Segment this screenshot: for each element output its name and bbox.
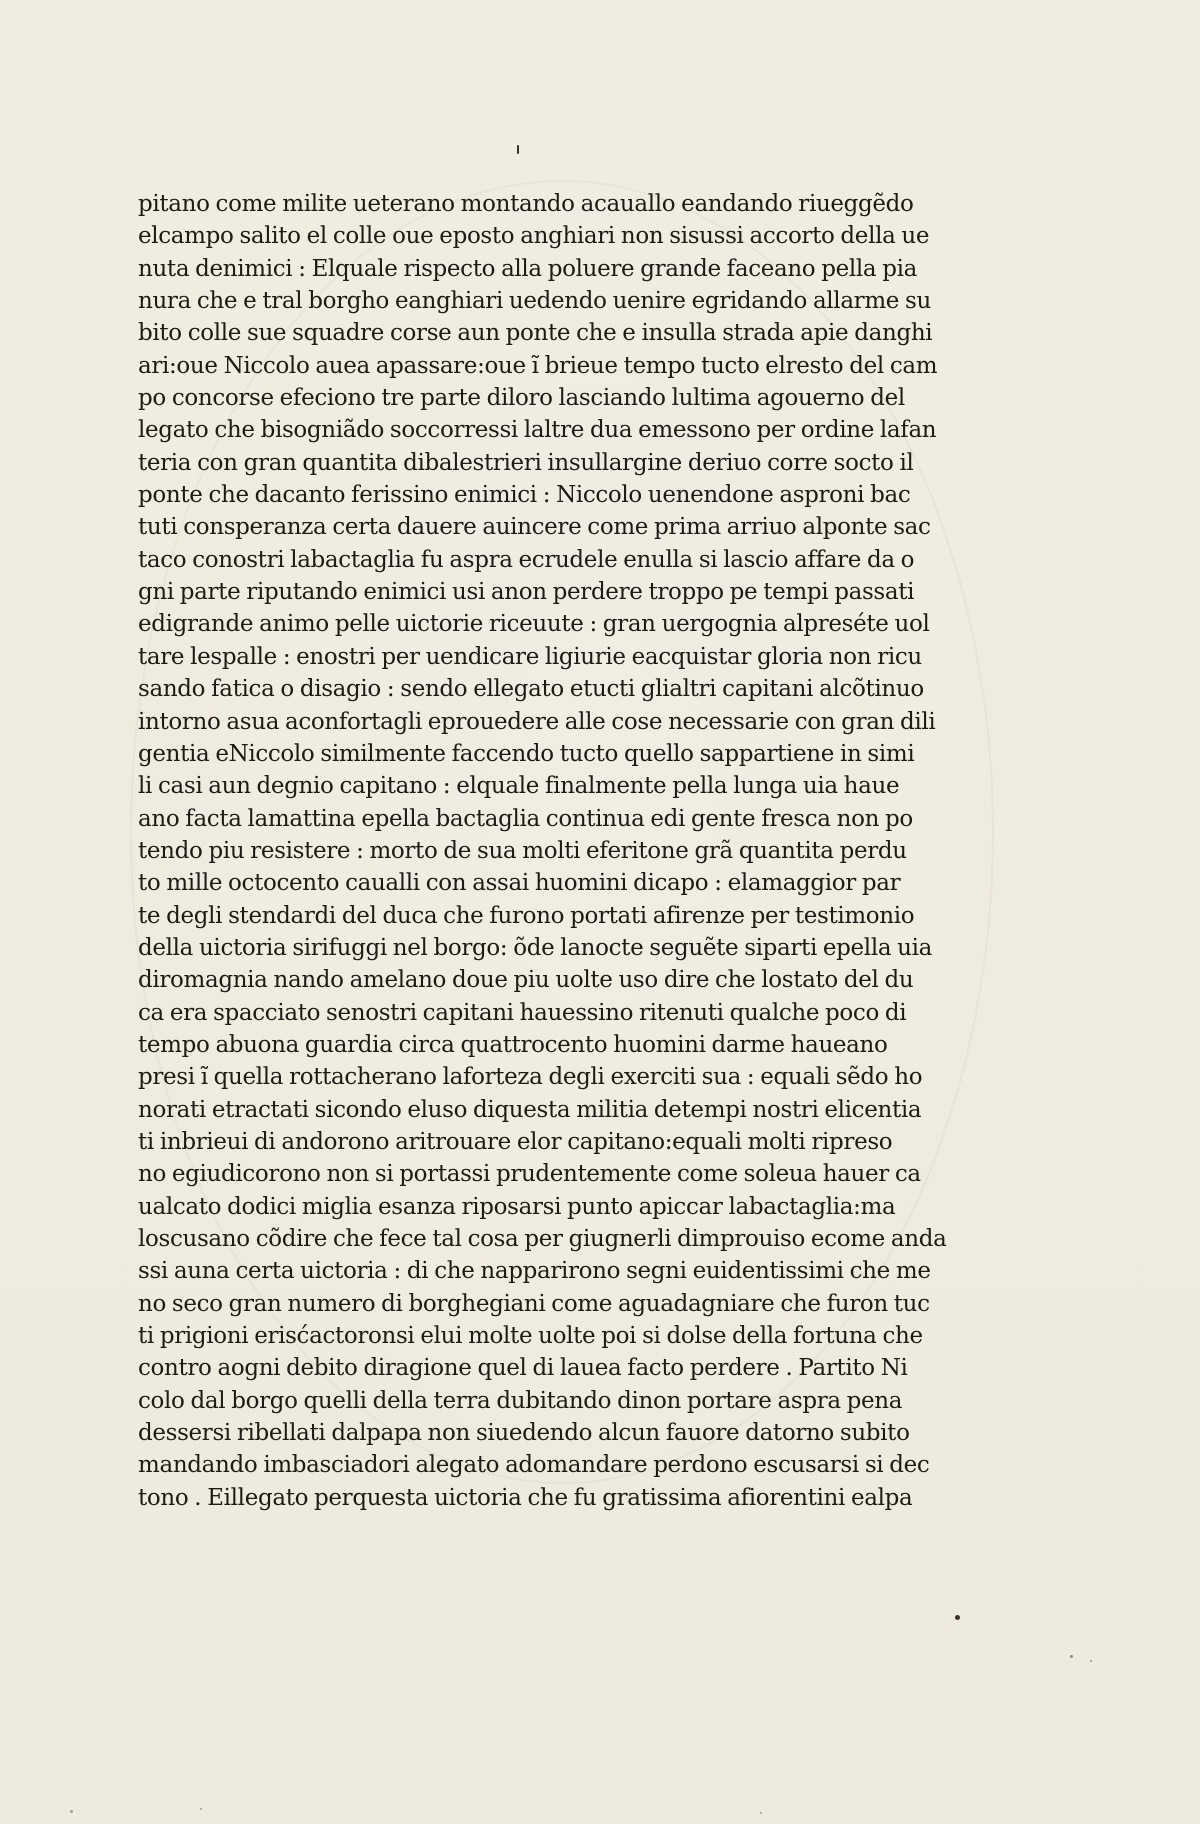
ink-speck <box>1070 1655 1073 1658</box>
text-line: edigrande animo pelle uictorie riceuute : gran uergognia alpreséte uol <box>138 611 930 638</box>
text-line: tare lespalle : enostri per uendicare ligiurie eacquistar gloria non ricu <box>138 643 922 670</box>
text-line: teria con gran quantita dibalestrieri insullargine deriuo corre socto il <box>138 449 914 476</box>
text-line: no egiudicorono non si portassi prudentemente come soleua hauer ca <box>138 1161 921 1188</box>
text-line: norati etractati sicondo eluso diquesta militia detempi nostri elicentia <box>138 1096 922 1123</box>
text-line: intorno asua aconfortagli eprouedere alle cose necessarie con gran dili <box>138 708 936 735</box>
text-line: ti inbrieui di andorono aritrouare elor capitano:equali molti ripreso <box>138 1128 893 1155</box>
text-line: elcampo salito el colle oue eposto anghiari non sisussi accorto della ue <box>138 223 930 250</box>
text-line: della uictoria sirifuggi nel borgo: õde lanocte seguẽte siparti epella uia <box>138 934 932 961</box>
text-line: to mille octocento caualli con assai huomini dicapo : elamaggior par <box>138 870 901 897</box>
text-line: te degli stendardi del duca che furono portati afirenze per testimonio <box>138 902 915 929</box>
text-line: pitano come milite ueterano montando acauallo eandando riueggẽdo <box>138 191 914 217</box>
text-line: li casi aun degnio capitano : elquale finalmente pella lunga uia haue <box>138 773 900 800</box>
text-line: ponte che dacanto ferissino enimici : Niccolo uenendone asproni bac <box>138 482 911 509</box>
text-line: ualcato dodici miglia esanza riposarsi punto apiccar labactaglia:ma <box>138 1193 896 1220</box>
text-line: tono . Eillegato perquesta uictoria che fu gratissima afiorentini ealpa <box>138 1484 913 1511</box>
text-line: ti prigioni erisćactoronsi elui molte uolte poi si dolse della fortuna che <box>138 1323 923 1350</box>
text-line: no seco gran numero di borghegiani come aguadagniare che furon tuc <box>138 1290 930 1317</box>
text-line: presi ĩ quella rottacherano laforteza degli exerciti sua : equali sẽdo ho <box>138 1064 923 1091</box>
page-text-block <box>138 188 947 1514</box>
text-line: ca era spacciato senostri capitani hauessino ritenuti qualche poco di <box>138 999 907 1026</box>
ink-speck <box>760 1812 762 1814</box>
text-line: bito colle sue squadre corse aun ponte che e insulla strada apie danghi <box>138 320 933 347</box>
text-line: ano facta lamattina epella bactaglia continua edi gente fresca non po <box>138 805 913 832</box>
ink-speck <box>200 1808 202 1810</box>
text-line: colo dal borgo quelli della terra dubitando dinon portare aspra pena <box>138 1387 903 1414</box>
ink-speck <box>517 145 519 154</box>
text-line: po concorse efeciono tre parte diloro lasciando lultima agouerno del <box>138 385 905 412</box>
text-line: legato che bisogniãdo soccorressi laltre dua emessono per ordine lafan <box>138 417 937 444</box>
text-line: tuti consperanza certa dauere auincere come prima arriuo alponte sac <box>138 514 931 541</box>
text-line: loscusano cõdire che fece tal cosa per giugnerli dimprouiso ecome anda <box>138 1226 947 1252</box>
text-line: nuta denimici : Elquale rispecto alla poluere grande faceano pella pia <box>138 255 917 282</box>
text-line: ssi auna certa uictoria : di che napparirono segni euidentissimi che me <box>138 1258 931 1285</box>
text-line: contro aogni debito diragione quel di lauea facto perdere . Partito Ni <box>138 1355 908 1382</box>
text-line: ari:oue Niccolo auea apassare:oue ĩ brieue tempo tucto elresto del cam <box>138 352 938 379</box>
text-line: mandando imbasciadori alegato adomandare perdono escusarsi si dec <box>138 1452 930 1479</box>
text-line: diromagnia nando amelano doue piu uolte uso dire che lostato del du <box>138 967 914 994</box>
ink-speck <box>1090 1660 1092 1662</box>
text-line: gni parte riputando enimici usi anon perdere troppo pe tempi passati <box>138 579 915 606</box>
text-line: sando fatica o disagio : sendo ellegato etucti glialtri capitani alcõtinuo <box>138 676 924 703</box>
text-line: nura che e tral borgho eanghiari uedendo uenire egridando allarme su <box>138 288 931 315</box>
text-line: gentia eNiccolo similmente faccendo tucto quello sappartiene in simi <box>138 740 915 767</box>
text-line: tempo abuona guardia circa quattrocento huomini darme haueano <box>138 1031 888 1058</box>
ink-speck <box>955 1615 960 1620</box>
text-line: tendo piu resistere : morto de sua molti eferitone grã quantita perdu <box>138 837 907 864</box>
text-line: dessersi ribellati dalpapa non siuedendo alcun fauore datorno subito <box>138 1420 910 1447</box>
ink-speck <box>70 1810 73 1813</box>
text-line: taco conostri labactaglia fu aspra ecrudele enulla si lascio affare da o <box>138 546 915 573</box>
